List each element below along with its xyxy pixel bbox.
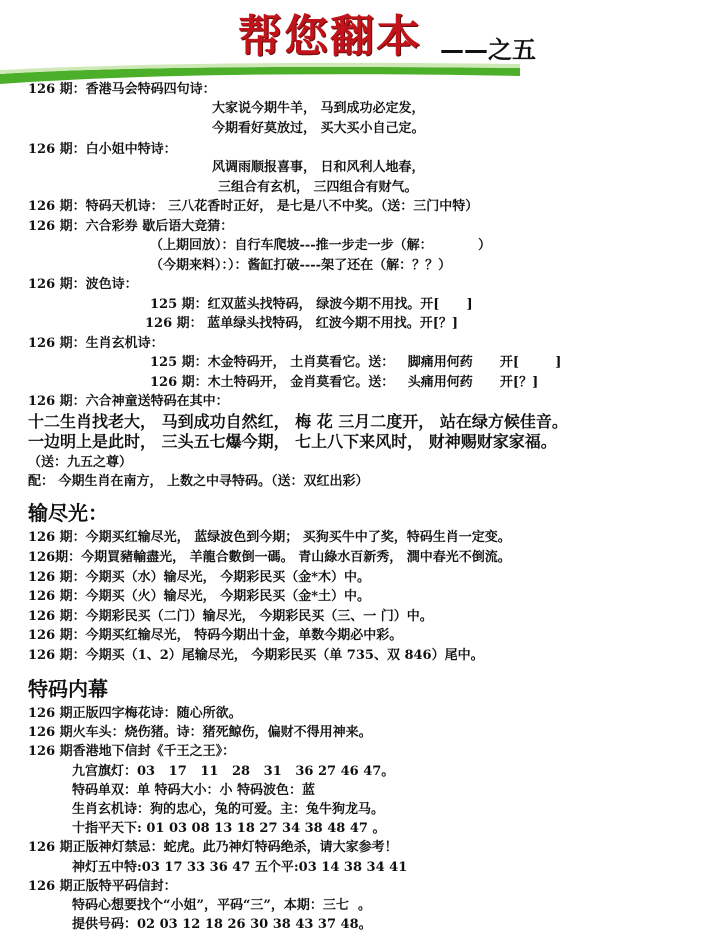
s1-line-12: 126 期： 蓝单绿头找特码， 红波今期不用找。开[？] <box>145 316 459 331</box>
s1-line-18: 一边明上是此时， 三头五七爆今期， 七上八下来风时， 财神赐财家家福。 <box>28 432 557 451</box>
s1-line-17: 十二生肖找老大， 马到成功自然红， 梅 花 三月二度开， 站在绿方候佳音。 <box>28 412 568 431</box>
s2-line-5: 126 期：今期买红输尽光， 特码今期出十金，单数今期必中彩。 <box>28 628 403 643</box>
s3-line-8: 神灯五中特:03 17 33 36 47 五个平:03 14 38 34 41 <box>72 860 408 875</box>
s1-line-16: 126 期：六合神童送特码在其中： <box>28 394 229 409</box>
s3-line-3: 九宫旗灯：03 17 11 28 31 36 27 46 47。 <box>72 764 395 779</box>
s1-line-8: （上期回放）：自行车爬坡---推一步走一步（解： ） <box>150 238 491 253</box>
s1-line-2: 今期看好莫放过， 买大买小自己定。 <box>212 121 425 136</box>
s2-line-6: 126 期：今期买（1、2）尾输尽光， 今期彩民买（单 735、双 846）尾中。 <box>28 648 484 663</box>
s1-line-19: （送：九五之尊） <box>28 455 133 470</box>
s1-line-3: 126 期：白小姐中特诗： <box>28 142 177 157</box>
s3-line-2: 126 期香港地下信封《千王之王》： <box>28 744 236 759</box>
s3-line-4: 特码单双：单 特码大小：小 特码波色：蓝 <box>72 783 316 798</box>
s1-line-20: 配： 今期生肖在南方， 上数之中寻特码。（送：双红出彩） <box>28 474 369 489</box>
s2-line-4: 126 期：今期彩民买（二门）输尽光， 今期彩民买（三、一 门）中。 <box>28 609 433 624</box>
s3-line-1: 126 期火车头：烧伤猪。诗：猪死鲸伤，偏财不得用神来。 <box>28 725 372 740</box>
s1-line-11: 125 期：红双蓝头找特码， 绿波今期不用找。开[ ] <box>150 297 473 312</box>
s1-line-13: 126 期：生肖玄机诗： <box>28 336 164 351</box>
s1-line-5: 三组合有玄机， 三四组合有财气。 <box>218 180 418 195</box>
header-title: 帮您翻本 <box>238 11 422 62</box>
s1-line-4: 风调雨顺报喜事， 日和风利人地春， <box>212 160 425 175</box>
s2-line-1: 126期：今期買豬輸盡光， 羊龍合數倒一碼。 青山綠水百新秀， 澗中春光不倒流。 <box>28 550 511 565</box>
s3-line-11: 提供号码：02 03 12 18 26 30 38 43 37 48。 <box>72 917 372 932</box>
s3-line-9: 126 期正版特平码信封： <box>28 879 177 894</box>
s3-line-5: 生肖玄机诗：狗的忠心，兔的可爱。主：兔牛狗龙马。 <box>72 802 385 817</box>
header-swoosh-bar <box>0 62 520 84</box>
section-heading-inside-story: 特码内幕 <box>28 677 108 701</box>
s1-line-10: 126 期：波色诗： <box>28 277 138 292</box>
s3-line-6: 十指平天下: 01 03 08 13 18 27 34 38 48 47 。 <box>72 821 386 836</box>
s2-line-0: 126 期：今期买红输尽光， 蓝绿波色到今期； 买狗买牛中了奖，特码生肖一定变。 <box>28 530 511 545</box>
s1-line-9: （今期来料）：）：酱缸打破----架了还在（解：？？） <box>150 258 452 273</box>
s1-line-1: 大家说今期牛羊， 马到成功必定发， <box>212 101 425 116</box>
s1-line-14: 125 期：木金特码开， 土肖莫看它。送： 脚痛用何药 开[ ] <box>150 355 562 370</box>
header-subtitle: ——之五 <box>440 36 536 64</box>
s3-line-0: 126 期正版四字梅花诗：随心所欲。 <box>28 706 242 721</box>
s1-line-0: 126 期：香港马会特码四句诗： <box>28 82 216 97</box>
s2-line-2: 126 期：今期买（水）输尽光， 今期彩民买（金*木）中。 <box>28 570 370 585</box>
s3-line-7: 126 期正版神灯禁忌：蛇虎。此乃神灯特码绝杀，请大家参考！ <box>28 840 398 855</box>
s3-line-10: 特码心想要找个“小姐”，平码“三”，本期：三七 。 <box>72 898 371 913</box>
s1-line-6: 126 期：特码天机诗： 三八花香时正好， 是七是八不中奖。（送：三门中特） <box>28 199 479 214</box>
s1-line-7: 126 期：六合彩券 歇后语大竞猜： <box>28 219 234 234</box>
s2-line-3: 126 期：今期买（火）输尽光， 今期彩民买（金*土）中。 <box>28 589 370 604</box>
s1-line-15: 126 期：木土特码开， 金肖莫看它。送： 头痛用何药 开[？] <box>150 375 539 390</box>
section-heading-lose-all: 输尽光： <box>28 501 108 525</box>
